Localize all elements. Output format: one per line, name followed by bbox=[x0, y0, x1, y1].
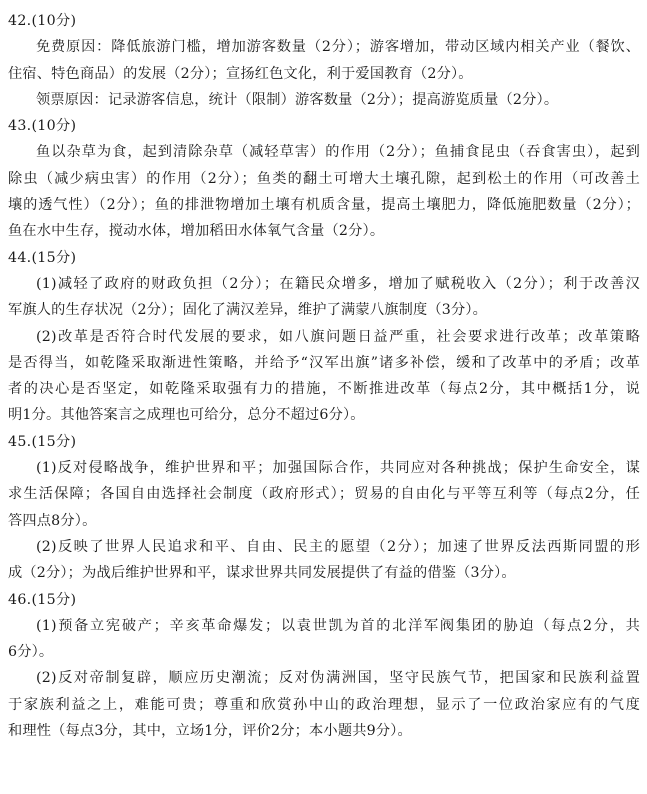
question-header: 42.(10分) bbox=[8, 13, 77, 29]
answer-line: 领票原因：记录游客信息，统计（限制）游客数量（2分）；提高游览质量（2分）。 bbox=[36, 91, 559, 108]
answer-line: 除虫（减少病虫害）的作用（2分）；鱼类的翻土可增大土壤孔隙，起到松土的作用（可改善土 bbox=[8, 170, 640, 187]
answer-line: 求生活保障；各国自由选择社会制度（政府形式）；贸易的自由化与平等互利等（每点2分，任 bbox=[8, 486, 640, 503]
answer-line: 军旗人的生存状况（2分）；固化了满汉差异，维护了满蒙八旗制度（3分）。 bbox=[8, 302, 488, 319]
answer-line: 和理性（每点3分，其中，立场1分，评价2分；本小题共9分）。 bbox=[8, 723, 412, 740]
question-header: 44.(15分) bbox=[8, 249, 77, 266]
question-45 bbox=[8, 429, 640, 587]
answer-line: 成（2分）；为战后维护世界和平，谋求世界共同发展提供了有益的借鉴（3分）。 bbox=[8, 565, 516, 582]
answer-line: (2)改革是否符合时代发展的要求，如八旗问题日益严重，社会要求进行改革；改革策略 bbox=[36, 328, 640, 345]
answer-line: 鱼在水中生存，搅动水体，增加稻田水体氧气含量（2分）。 bbox=[8, 223, 385, 240]
answer-line: 于家族利益之上，难能可贵；尊重和欣赏孙中山的政治理想，显示了一位政治家应有的气度 bbox=[8, 696, 640, 713]
answer-line: 6分）。 bbox=[8, 644, 54, 661]
answer-line: 鱼以杂草为食，起到清除杂草（减轻草害）的作用（2分）；鱼捕食昆虫（吞食害虫），起到 bbox=[36, 144, 640, 161]
question-header: 46.(15分) bbox=[8, 591, 77, 608]
answer-line: (1)减轻了政府的财政负担（2分）；在籍民众增多，增加了赋税收入（2分）；利于改善汉 bbox=[36, 275, 640, 292]
answer-line: (1)预备立宪破产；辛亥革命爆发；以袁世凯为首的北洋军阀集团的胁迫（每点2分，共 bbox=[36, 617, 640, 634]
question-43 bbox=[8, 113, 640, 244]
answer-line: 住宿、特色商品）的发展（2分）；宣扬红色文化，利于爱国教育（2分）。 bbox=[8, 65, 473, 82]
answer-line: (1)反对侵略战争，维护世界和平；加强国际合作，共同应对各种挑战；保护生命安全，谋 bbox=[36, 460, 640, 477]
question-header: 43.(10分) bbox=[8, 118, 77, 135]
question-46 bbox=[8, 587, 640, 745]
question-header: 45.(15分) bbox=[8, 433, 77, 450]
answer-line: (2)反对帝制复辟，顺应历史潮流；反对伪满洲国，坚守民族气节，把国家和民族利益置 bbox=[36, 670, 640, 687]
question-44 bbox=[8, 245, 640, 429]
answer-line: 明1分。其他答案言之成理也可给分，总分不超过6分）。 bbox=[8, 407, 365, 424]
answer-line: (2)反映了世界人民追求和平、自由、民主的愿望（2分）；加速了世界反法西斯同盟的形 bbox=[36, 538, 640, 555]
answer-line: 壤的透气性）（2分）；鱼的排泄物增加土壤有机质含量，提高土壤肥力，降低施肥数量（2分）； bbox=[8, 197, 640, 214]
question-42 bbox=[8, 8, 640, 113]
answer-line: 是否得当，如乾隆采取渐进性策略，并给予“汉军出旗”诸多补偿，缓和了改革中的矛盾；改革 bbox=[8, 354, 640, 371]
answer-line: 答四点8分）。 bbox=[8, 512, 97, 529]
answer-line: 免费原因：降低旅游门槛，增加游客数量（2分）；游客增加，带动区域内相关产业（餐饮、 bbox=[36, 39, 640, 56]
answer-key-page bbox=[8, 8, 640, 744]
answer-line: 者的决心是否坚定，如乾隆采取强有力的措施，不断推进改革（每点2分，其中概括1分，说 bbox=[8, 381, 640, 398]
